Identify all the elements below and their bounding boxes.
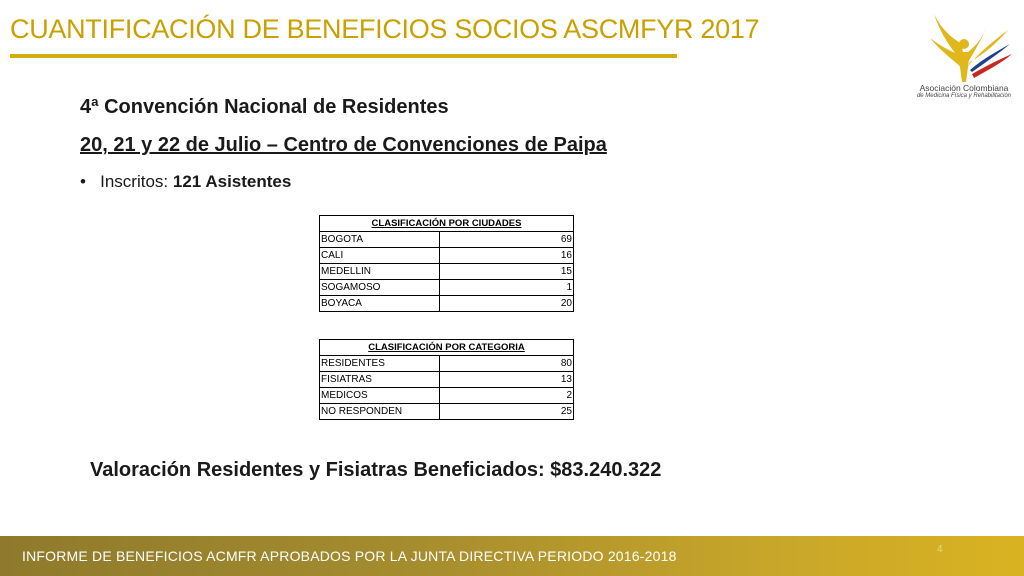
cities-table [319,215,574,312]
city-count: 69 [440,232,574,248]
table-row [320,372,574,388]
inscritos-label: Inscritos: [100,172,169,191]
bullet-dot: • [80,172,86,191]
category-count: 2 [440,388,574,404]
table-row [320,232,574,248]
page-number: 4 [937,544,943,555]
categories-table [319,339,574,420]
valoracion-summary: Valoración Residentes y Fisiatras Beneficiados: $83.240.322 [90,459,662,481]
city-count: 15 [440,264,574,280]
city-name: MEDELLIN [320,264,440,280]
cities-table-header: CLASIFICACIÓN POR CIUDADES [320,216,574,232]
table-row [320,280,574,296]
category-name: NO RESPONDEN [320,404,440,420]
title-underline [10,54,677,58]
table-row [320,248,574,264]
inscritos-value: 121 Asistentes [172,172,292,191]
logo-caption-line1: Asociación Colombiana [919,83,1009,93]
category-count: 25 [440,404,574,420]
inscritos-bullet [80,172,291,192]
slide-title: CUANTIFICACIÓN DE BENEFICIOS SOCIOS ASCMFYR 2017 [10,14,760,44]
category-name: RESIDENTES [320,356,440,372]
city-count: 16 [440,248,574,264]
table-row [320,296,574,312]
table-row [320,264,574,280]
city-count: 1 [440,280,574,296]
convention-date-location: 20, 21 y 22 de Julio – Centro de Convenciones de Paipa [80,134,607,156]
city-name: SOGAMOSO [320,280,440,296]
logo-caption-line2: de Medicina Física y Rehabilitación [916,93,1012,100]
city-name: BOYACA [320,296,440,312]
category-count: 80 [440,356,574,372]
category-count: 13 [440,372,574,388]
table-row [320,404,574,420]
table-row [320,356,574,372]
table-row [320,388,574,404]
logo-caption [912,84,1016,100]
category-name: MEDICOS [320,388,440,404]
footer-text: INFORME DE BENEFICIOS ACMFR APROBADOS POR LA JUNTA DIRECTIVA PERIODO 2016-2018 [22,548,677,564]
city-count: 20 [440,296,574,312]
categories-table-header: CLASIFICACIÓN POR CATEGORIA [320,340,574,356]
convention-heading: 4ª Convención Nacional de Residentes [80,96,449,118]
city-name: BOGOTA [320,232,440,248]
category-name: FISIATRAS [320,372,440,388]
city-name: CALI [320,248,440,264]
